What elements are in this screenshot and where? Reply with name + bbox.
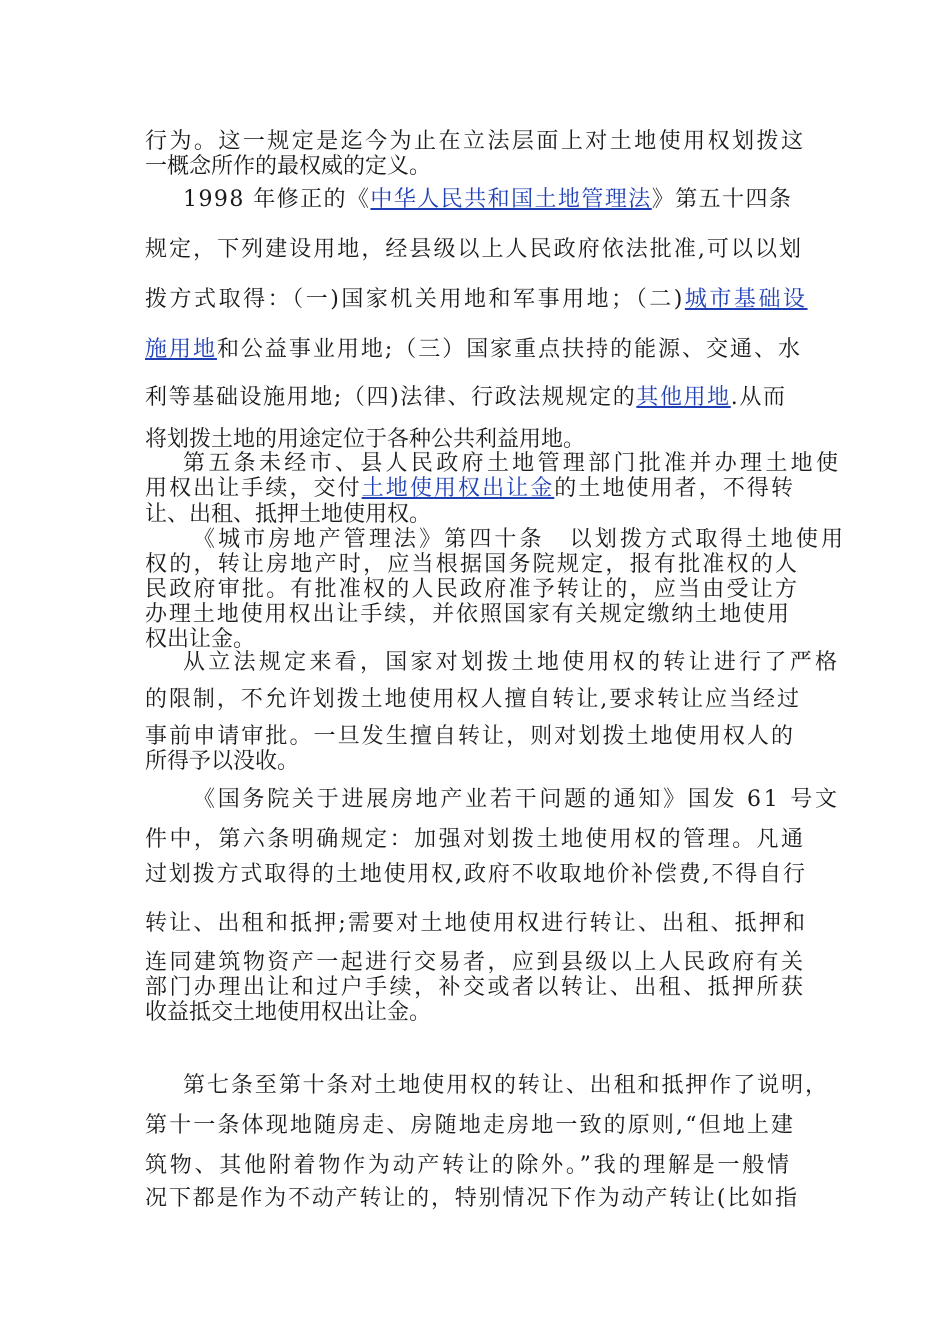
text-line <box>145 1112 795 1140</box>
text-line <box>145 551 799 579</box>
text-line <box>183 186 792 214</box>
text-segment: 《国务院关于进展房地产业若干问题的通知》国发 61 号文 <box>193 787 840 812</box>
text-line <box>145 910 807 938</box>
text-segment: 民政府审批。有批准权的人民政府准予转让的，应当由受让方 <box>145 577 800 602</box>
text-segment: 件中，第六条明确规定：加强对划拨土地使用权的管理。凡通 <box>145 827 806 852</box>
text-segment: 第七条至第十条对土地使用权的转让、出租和抵押作了说明， <box>183 1073 829 1098</box>
hyperlink[interactable]: 城市基础设 <box>684 287 808 312</box>
text-segment: 和公益事业用地;（三）国家重点扶持的能源、交通、水 <box>216 337 802 362</box>
text-line <box>145 1185 799 1213</box>
text-line <box>145 128 805 156</box>
text-line <box>193 526 846 554</box>
text-segment: 所得予以没收。 <box>145 749 300 774</box>
text-line <box>145 384 787 412</box>
text-line <box>183 649 840 677</box>
text-segment: 的限制，不允许划拨土地使用权人擅自转让,要求转让应当经过 <box>145 687 801 712</box>
text-line <box>145 949 805 977</box>
hyperlink[interactable]: 土地使用权出让金 <box>361 476 555 501</box>
text-segment: 利等基础设施用地;（四)法律、行政法规规定的 <box>145 385 637 410</box>
text-line <box>183 1072 829 1100</box>
text-segment: 将划拨土地的用途定位于各种公共利益用地。 <box>145 427 586 452</box>
text-segment: 况下都是作为不动产转让的，特别情况下作为动产转让(比如指 <box>145 1186 799 1211</box>
text-line <box>145 861 807 889</box>
text-segment: 转让、出租和抵押;需要对土地使用权进行转让、出租、抵押和 <box>145 911 808 936</box>
text-line <box>145 336 802 364</box>
text-segment: 权的，转让房地产时，应当根据国务院规定，报有批准权的人 <box>145 552 800 577</box>
text-segment: 从立法规定来看，国家对划拨土地使用权的转让进行了严格 <box>183 650 841 675</box>
text-segment: 让、出租、抵押土地使用权。 <box>145 502 432 527</box>
text-segment: 过划拨方式取得的土地使用权,政府不收取地价补偿费,不得自行 <box>145 862 807 887</box>
text-line <box>145 286 808 314</box>
text-segment: 》第五十四条 <box>651 187 793 212</box>
text-segment: 办理土地使用权出让手续，并依照国家有关规定缴纳土地使用 <box>145 602 791 627</box>
text-segment: 部门办理出让和过户手续，补交或者以转让、出租、抵押所获 <box>145 975 806 1000</box>
text-segment: 规定，下列建设用地，经县级以上人民政府依法批准,可以以划 <box>145 237 804 262</box>
text-line <box>145 153 431 181</box>
text-segment: 一概念所作的最权威的定义。 <box>145 154 432 179</box>
hyperlink[interactable]: 施用地 <box>145 337 217 362</box>
text-line <box>183 450 841 478</box>
hyperlink[interactable]: 中华人民共和国土地管理法 <box>370 187 652 212</box>
text-segment: 用权出让手续，交付 <box>145 476 362 501</box>
text-line <box>145 1152 792 1180</box>
hyperlink[interactable]: 其他用地 <box>636 385 731 410</box>
text-segment: 的土地使用者，不得转 <box>554 476 796 501</box>
text-segment: 拨方式取得：（一)国家机关用地和军事用地；（二) <box>145 287 685 312</box>
text-line <box>145 974 805 1002</box>
text-segment: 事前申请审批。一旦发生擅自转让，则对划拨土地使用权人的 <box>145 724 796 749</box>
text-line <box>145 236 803 264</box>
text-segment: 第五条未经市、县人民政府土地管理部门批准并办理土地使 <box>183 451 842 476</box>
text-line <box>145 826 805 854</box>
text-line <box>145 501 431 529</box>
text-segment: 《城市房地产管理法》第四十条 以划拨方式取得土地使用 <box>193 527 847 552</box>
text-line <box>145 576 799 604</box>
text-segment: 权出让金。 <box>145 627 256 652</box>
text-line <box>145 601 791 629</box>
text-line <box>145 723 795 751</box>
text-segment: 第十一条体现地随房走、房随地走房地一致的原则,“但地上建 <box>145 1113 796 1138</box>
text-segment: 筑物、其他附着物作为动产转让的除外。”我的理解是一般情 <box>145 1153 792 1178</box>
text-segment: 连同建筑物资产一起进行交易者，应到县级以上人民政府有关 <box>145 950 806 975</box>
text-segment: 行为。这一规定是迄今为止在立法层面上对土地使用权划拨这 <box>145 129 806 154</box>
text-line <box>145 686 801 714</box>
text-line <box>145 748 299 776</box>
text-segment: 1998 年修正的《 <box>183 187 371 212</box>
text-line <box>145 475 795 503</box>
text-segment: 收益抵交土地使用权出让金。 <box>145 1000 432 1025</box>
text-segment: .从而 <box>730 385 787 410</box>
text-line <box>145 999 431 1027</box>
text-line <box>193 786 840 814</box>
